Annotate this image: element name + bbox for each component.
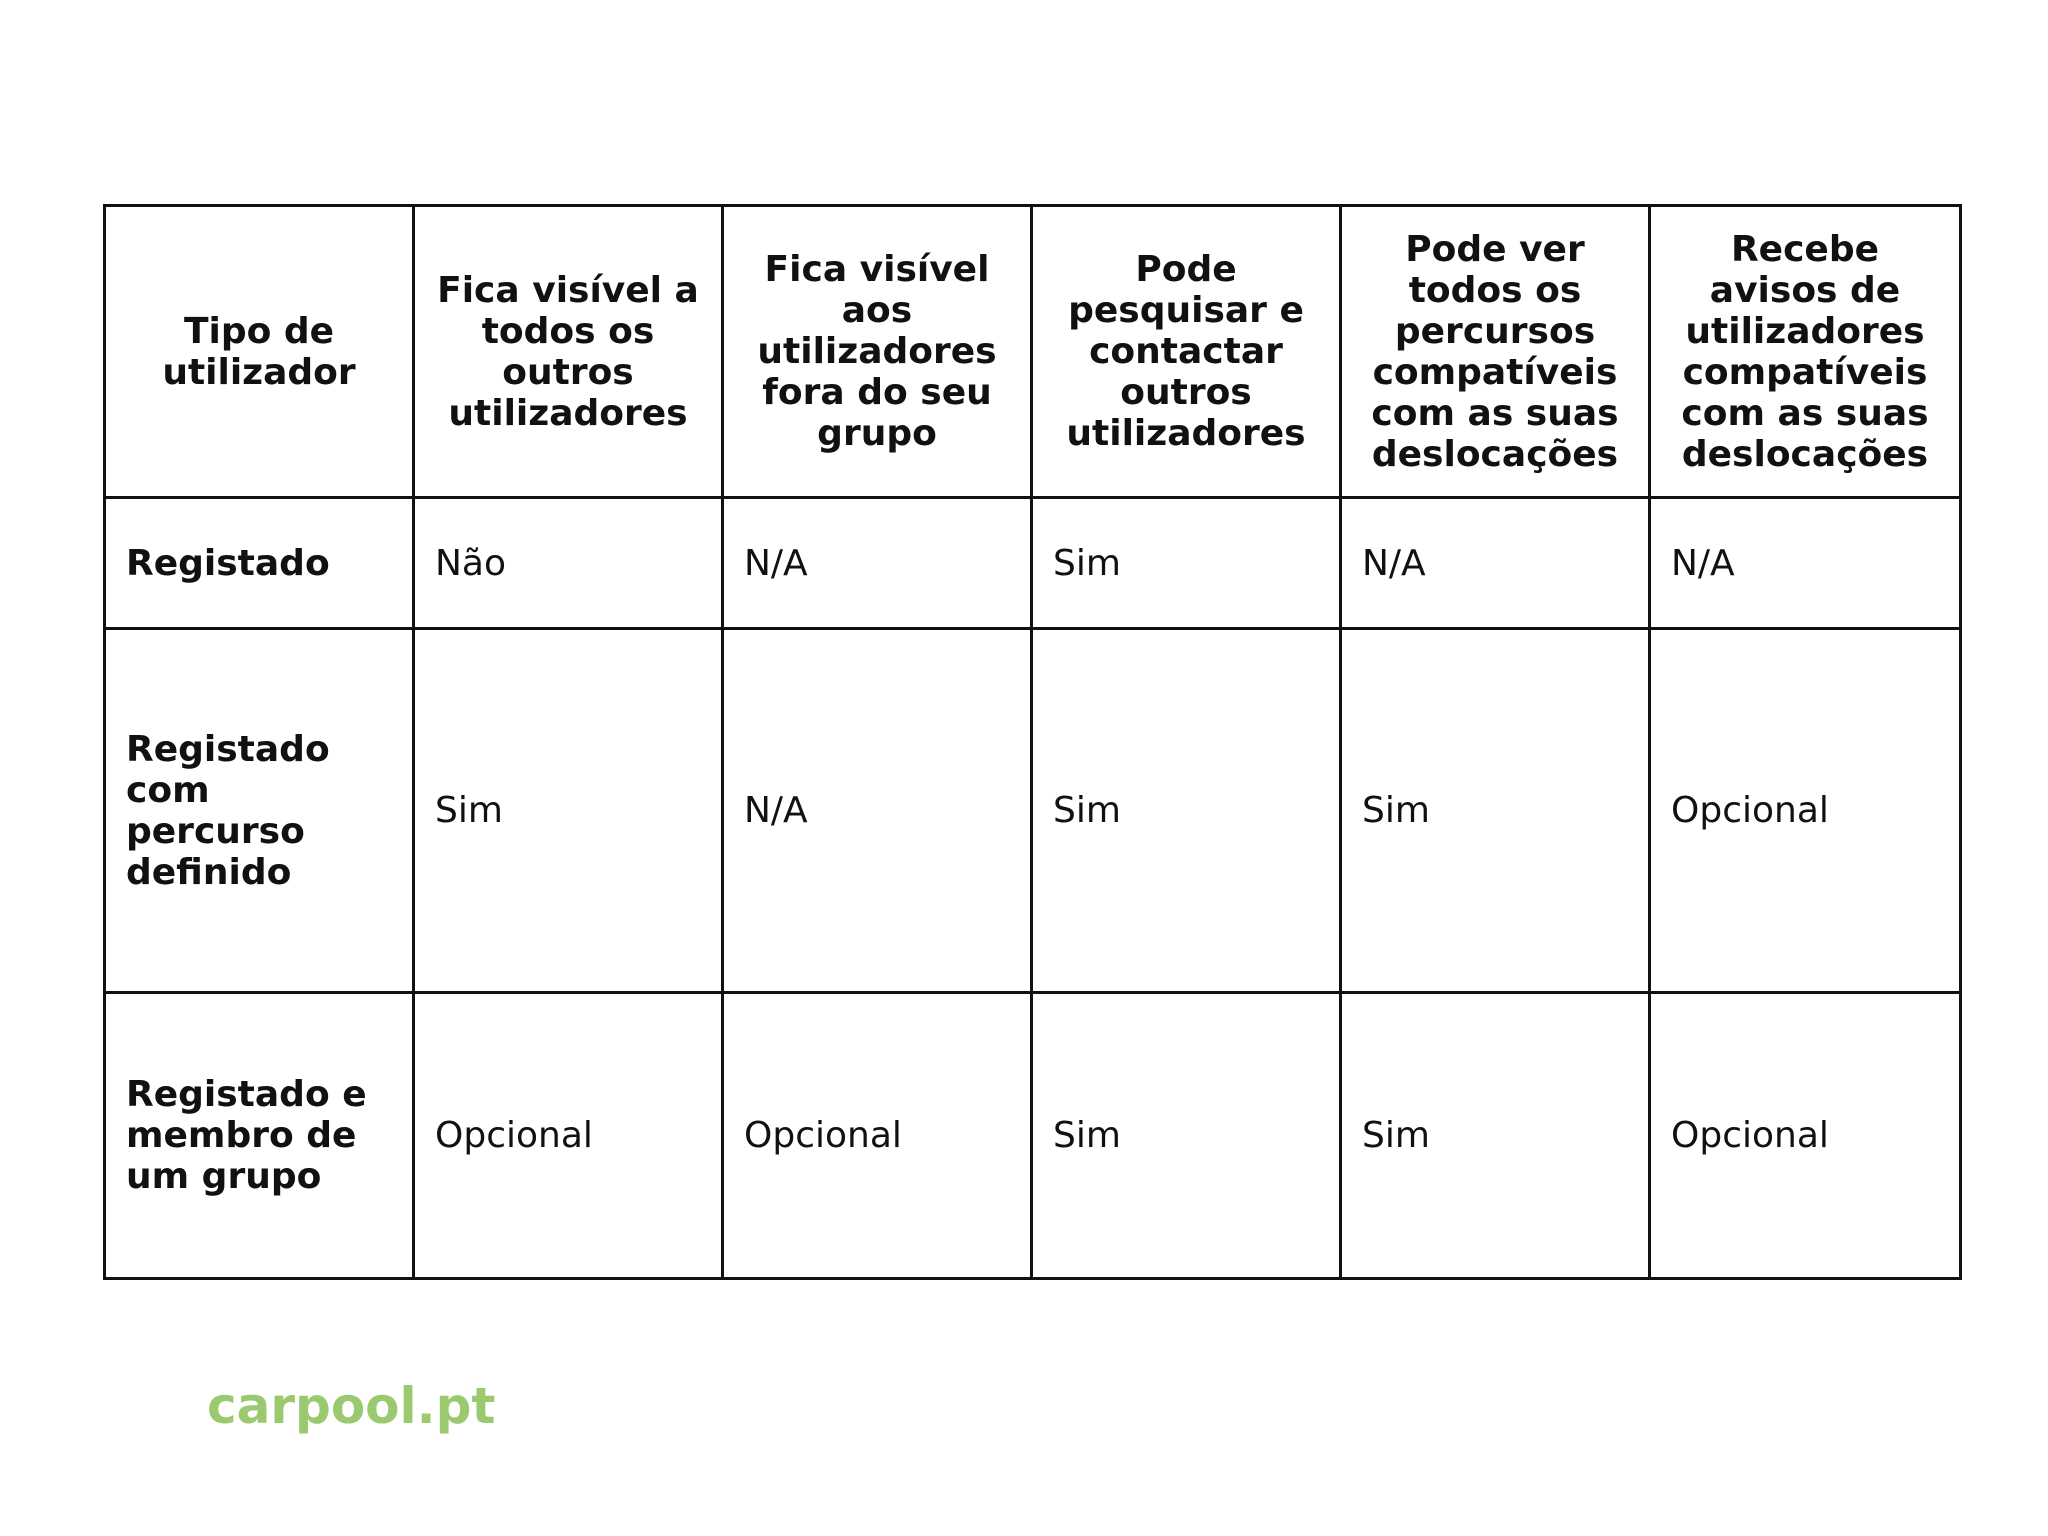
table-cell: N/A — [723, 498, 1032, 629]
table-cell: Sim — [1032, 498, 1341, 629]
table-cell: Sim — [1341, 993, 1650, 1279]
header-see-compatible-routes: Pode ver todos os percursos compatíveis com as suas deslocações — [1341, 206, 1650, 498]
header-user-type: Tipo de utilizador — [105, 206, 414, 498]
table-row — [105, 629, 1961, 993]
row-label: Registado e membro de um grupo — [105, 993, 414, 1279]
table-cell: N/A — [1341, 498, 1650, 629]
table-cell: Opcional — [1650, 993, 1961, 1279]
table-cell: Opcional — [723, 993, 1032, 1279]
brand-logo-text: carpool.pt — [207, 1377, 496, 1435]
header-visible-to-all: Fica visível a todos os outros utilizadores — [414, 206, 723, 498]
row-label: Registado com percurso definido — [105, 629, 414, 993]
user-type-comparison-table — [103, 204, 1962, 1280]
header-visible-outside-group: Fica visível aos utilizadores fora do seu grupo — [723, 206, 1032, 498]
row-label: Registado — [105, 498, 414, 629]
table-cell: Sim — [1032, 993, 1341, 1279]
table-cell: Sim — [1032, 629, 1341, 993]
table-cell: Opcional — [414, 993, 723, 1279]
table-cell: N/A — [1650, 498, 1961, 629]
table-cell: N/A — [723, 629, 1032, 993]
comparison-table-wrapper — [103, 204, 1959, 1280]
table-cell: Opcional — [1650, 629, 1961, 993]
header-search-contact: Pode pesquisar e contactar outros utilizadores — [1032, 206, 1341, 498]
table-cell: Sim — [1341, 629, 1650, 993]
table-header-row — [105, 206, 1961, 498]
table-cell: Não — [414, 498, 723, 629]
header-receive-alerts: Recebe avisos de utilizadores compatíveis com as suas deslocações — [1650, 206, 1961, 498]
table-cell: Sim — [414, 629, 723, 993]
table-row — [105, 498, 1961, 629]
table-row — [105, 993, 1961, 1279]
